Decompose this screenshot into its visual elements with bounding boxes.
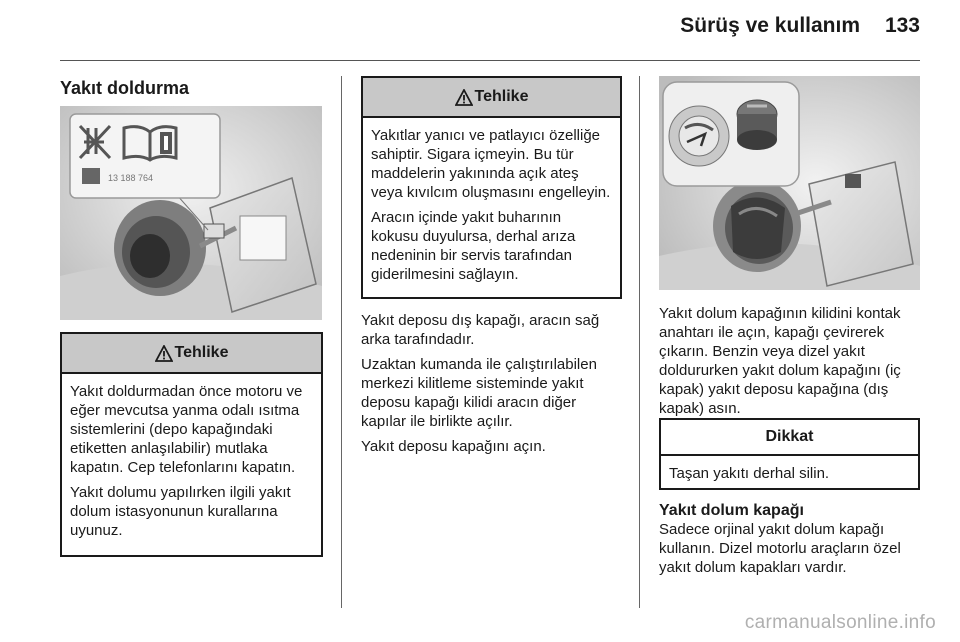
column-separator-2 [639, 76, 640, 608]
body-paragraph: Yakıt deposu kapağını açın. [361, 438, 546, 455]
body-paragraph: Yakıt deposu dış kapağı, aracın sağ arka tarafındadır. [361, 312, 600, 348]
warning-box-1-header [62, 334, 321, 374]
col3-text [659, 304, 921, 424]
page-number: 133 [884, 14, 920, 37]
warning-box-2-paragraph: Aracın içinde yakıt buharının kokusu duyulursa, derhal arıza nedeninin bir servis tarafından giderilmesini sağlayın. [371, 209, 576, 283]
warning-box-1-body [62, 374, 321, 548]
notice-box [659, 418, 920, 490]
warning-box-2-title: Tehlike [474, 88, 529, 105]
warning-box-1-paragraph: Yakıt doldurmadan önce motoru ve eğer mevcutsa yanma odalı ısıtma sistemlerini (depo kapağındaki etiketten anlaşılabilir) mutlaka kapatın. Cep telefonlarını kapatın. [70, 383, 303, 476]
figure-label: 13 188 764 [108, 173, 154, 183]
notice-box-title: Dikkat [765, 428, 814, 445]
subsection-text: Sadece orjinal yakıt dolum kapağı kullanın. Dizel motorlu araçların özel yakıt dolum kapakları vardır. [659, 521, 901, 576]
warning-box-2 [361, 76, 622, 299]
warning-box-1-paragraph: Yakıt dolumu yapılırken ilgili yakıt dolum istasyonunun kurallarına uyunuz. [70, 484, 291, 539]
warning-triangle-icon [155, 345, 173, 362]
fuel-cap-illustration [659, 76, 920, 290]
header-rule [60, 60, 920, 61]
warning-box-1 [60, 332, 323, 557]
column-separator-1 [341, 76, 342, 608]
fuel-cap-drawing [659, 76, 920, 290]
warning-box-2-paragraph: Yakıtlar yanıcı ve patlayıcı özelliğe sahiptir. Sigara içmeyin. Bu tür maddelerin yakınında açık ateş veya kıvılcım oluşmasını engelleyin. [371, 127, 611, 201]
warning-box-2-header [363, 78, 620, 118]
section-title: Yakıt doldurma [60, 78, 190, 98]
notice-box-body [661, 456, 918, 491]
subsection-title: Yakıt dolum kapağı [659, 502, 804, 519]
warning-triangle-icon [455, 89, 473, 106]
notice-box-text: Taşan yakıtı derhal silin. [669, 465, 830, 482]
warning-box-1-title: Tehlike [174, 344, 229, 361]
body-paragraph: Yakıt dolum kapağının kilidini kontak anahtarı ile açın, kapağı çevirerek çıkarın. Benzin veya dizel yakıt doldururken yakıt dolum kapağını (iç kapak) yakıt deposu kapağına (dış kapak) asın. [659, 305, 901, 417]
subsection [659, 502, 921, 577]
body-paragraph: Uzaktan kumanda ile çalıştırılabilen merkezi kilitleme sisteminde yakıt deposu kapağı kilidi aracın diğer kapılar ile birlikte açılır. [361, 356, 597, 430]
fuel-flap-illustration [60, 106, 322, 320]
col2-text [361, 311, 623, 462]
warning-box-2-body [363, 118, 620, 292]
notice-box-header [661, 420, 918, 456]
running-header-title: Sürüş ve kullanım [680, 14, 860, 37]
fuel-flap-drawing [60, 106, 322, 320]
watermark: carmanualsonline.info [744, 612, 936, 633]
